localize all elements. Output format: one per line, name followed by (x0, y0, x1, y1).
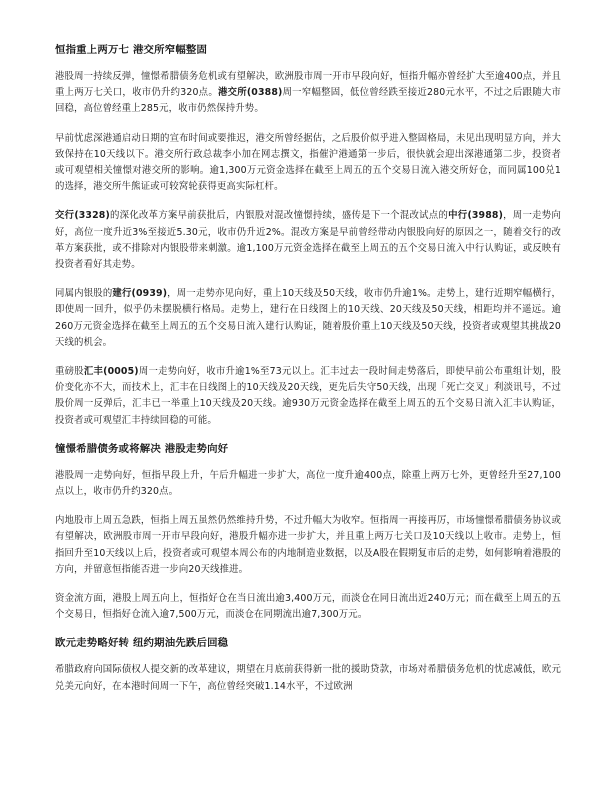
stock-name: 汇丰(0005) (83, 366, 139, 378)
paragraph-text: 周一走势向好，收市升逾1%至73元以上。汇丰过去一段时间走势落后，即使早前公布重组计划，股价变化亦不大，而技术上，汇丰在日线图上的10天线及20天线，更先后失守50天线，出现「死亡交叉」利淡讯号，不过股价周一反弹后，汇丰已一举重上10天线及20天线。逾930万元资金选择在截至上周五的五个交易日流入汇丰认购证，投资者或可观望汇丰持续回稳的可能。 (55, 366, 562, 426)
paragraph-text: ，周一走势亦见向好，重上10天线及50天线，收市仍升逾1%。走势上，建行近期窄幅横行，即使周一回升，似乎仍未摆脱横行格局。走势上，建行在日线图上的10天线、20天线及50天线，相距均并不遥远。逾260万元资金选择在截至上周五的五个交易日流入建行认购证，随着股价重上10天线及50天线，投资者或观望其挑战20天线的机会。 (55, 288, 561, 348)
section-heading: 欧元走势略好转 纽约期油先跌后回稳 (55, 637, 229, 650)
paragraph-text: 早前忧虑深港通启动日期的宣布时间或要推迟，港交所曾经据估，之后股价似乎进入整固格局，未见出现明显方向，并大致保持在10天线以下。港交所行政总裁李小加在网志撰文，指催沪港通第一步后，很快就会迎出深港通第二步，投资者或可观望相关憧憬对港交所的影响。逾1,300万元资金选择在截至上周五的五个交易日流入港交所好仓，而同属100兑1的选择，港交所牛熊证或可较窝轮获得更高实际杠杆。 (55, 132, 561, 193)
article-paragraph (55, 286, 561, 351)
document-page (55, 43, 561, 708)
article-paragraph (55, 208, 561, 273)
paragraph-text: ，周一走势向好，高位一度升近3%至接近5.30元，收市仍升近2%。混改方案是早前曾经带动内银股向好的原因之一，随着交行的改革方案获批，或不排除对内银股带来刺激。逾1,100万元资金选择在截至上周五的五个交易日流入中行认购证，或反映有投资者看好其走势。 (55, 210, 561, 271)
paragraph-text: 重磅股 (55, 366, 84, 378)
paragraph-text: 资金流方面，港股上周五向上，恒指好仓在当日流出逾3,400万元，而淡仓在同日流出近240万元；而在截至上周五的五个交易日，恒指好仓流入逾7,500万元，而淡仓在同期流出逾7,300万元。 (55, 593, 561, 621)
paragraph-text: 内地股市上周五急跌，恒指上周五虽然仍然维持升势，不过升幅大为收窄。恒指周一再接再厉，市场憧憬希腊债务协议或有望解决，欧洲股市周一开市早段向好，港股升幅亦进一步扩大，并且重上两万七关口及10天线以上收市。走势上，恒指回升至10天线以上后，投资者或可观望本周公布的内地制造业数据，以及A股在假期复市后的走势，如何影响着港股的方向，并留意恒指能否进一步向20天线推进。 (55, 515, 561, 575)
article-paragraph (55, 131, 561, 196)
article-paragraph (55, 662, 561, 694)
article-paragraph (55, 468, 561, 500)
article-paragraph (55, 513, 561, 578)
stock-name: 港交所(0388) (217, 87, 283, 99)
paragraph-text: 同属内银股的 (55, 288, 113, 300)
stock-name: 建行(0939) (112, 288, 168, 300)
section-heading: 恒指重上两万七 港交所窄幅整固 (55, 44, 208, 56)
paragraph-text: 的深化改革方案早前获批后，内银股对混改憧憬持续，盛传是下一个混改试点的 (109, 210, 449, 222)
section-heading: 憧憬希腊债务或将解决 港股走势向好 (55, 442, 229, 455)
article-paragraph (55, 364, 561, 429)
paragraph-text: 周一窄幅整固，低位曾经跌至接近280元水平，不过之后跟随大市回稳，高位曾经重上285元，收市仍然保持升势。 (55, 87, 561, 115)
paragraph-text: 港股周一持续反弹，憧憬希腊债务危机或有望解决，欧洲股市周一开市早段向好，恒指升幅亦曾经扩大至逾400点，并且重上两万七关口，收市仍升约320点。 (55, 71, 561, 99)
stock-name: 交行(3328) (55, 210, 110, 222)
paragraph-text: 港股周一走势向好，恒指早段上升，午后升幅进一步扩大，高位一度升逾400点，除重上两万七外，更曾经升至27,100点以上，收市仍升约320点。 (55, 469, 561, 498)
article-paragraph (55, 591, 561, 623)
stock-name: 中行(3988) (448, 210, 504, 222)
paragraph-text: 希腊政府向国际债权人提交新的改革建议，期望在月底前获得新一批的援助贷款，市场对希腊债务危机的忧虑减低，欧元兑美元向好，在本港时间周一下午，高位曾经突破1.14水平，不过欧洲 (55, 664, 561, 692)
article-paragraph (55, 69, 561, 118)
